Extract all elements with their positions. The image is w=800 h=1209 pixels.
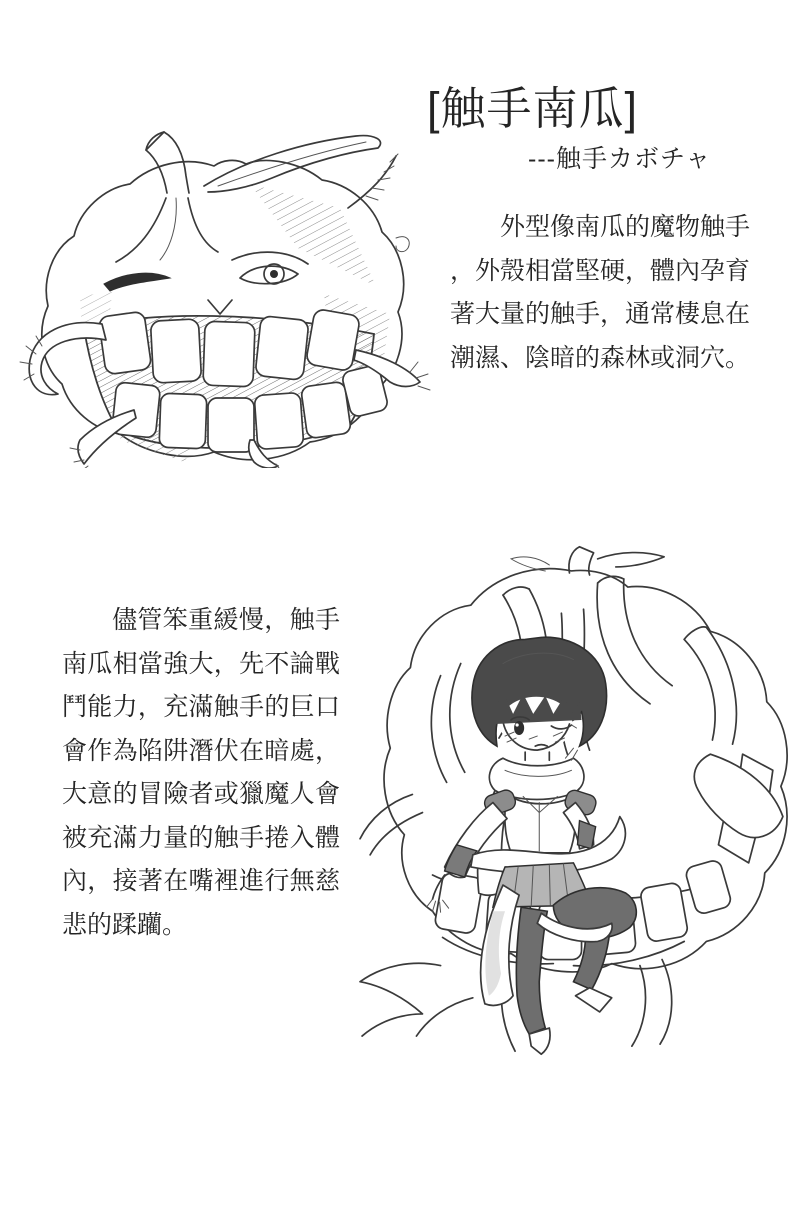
intro-paragraph xyxy=(450,206,751,380)
text-line: 鬥能力，充滿触手的巨口 xyxy=(62,693,340,721)
text-line: 潮濕、陰暗的森林或洞穴。 xyxy=(450,343,751,372)
text-line: 會作為陷阱潛伏在暗處， xyxy=(62,736,340,765)
pumpkin-monster-sketch xyxy=(18,88,438,468)
text-line: 大意的冒險者或獵魔人會 xyxy=(62,780,340,808)
behavior-paragraph xyxy=(62,599,340,947)
text-line: 被充滿力量的触手捲入體 xyxy=(62,823,340,852)
page-subtitle: ---触手カボチャ xyxy=(528,145,712,173)
page-title: [触手南瓜] xyxy=(427,83,639,134)
text-line: 外型像南瓜的魔物触手 xyxy=(500,213,751,241)
text-line: 南瓜相當強大，先不論戰 xyxy=(62,649,340,678)
text-line: 著大量的触手，通常棲息在 xyxy=(450,300,751,328)
text-line: ，外殼相當堅硬，體內孕育 xyxy=(450,256,751,285)
text-line: 儘管笨重緩慢，触手 xyxy=(112,606,340,634)
pumpkin-monster-illustration xyxy=(18,88,438,468)
text-line: 內，接著在嘴裡進行無慈 xyxy=(62,867,340,895)
captured-girl-illustration xyxy=(352,542,800,1062)
text-line: 悲的蹂躪。 xyxy=(62,910,188,939)
captured-girl-sketch xyxy=(352,542,800,1062)
